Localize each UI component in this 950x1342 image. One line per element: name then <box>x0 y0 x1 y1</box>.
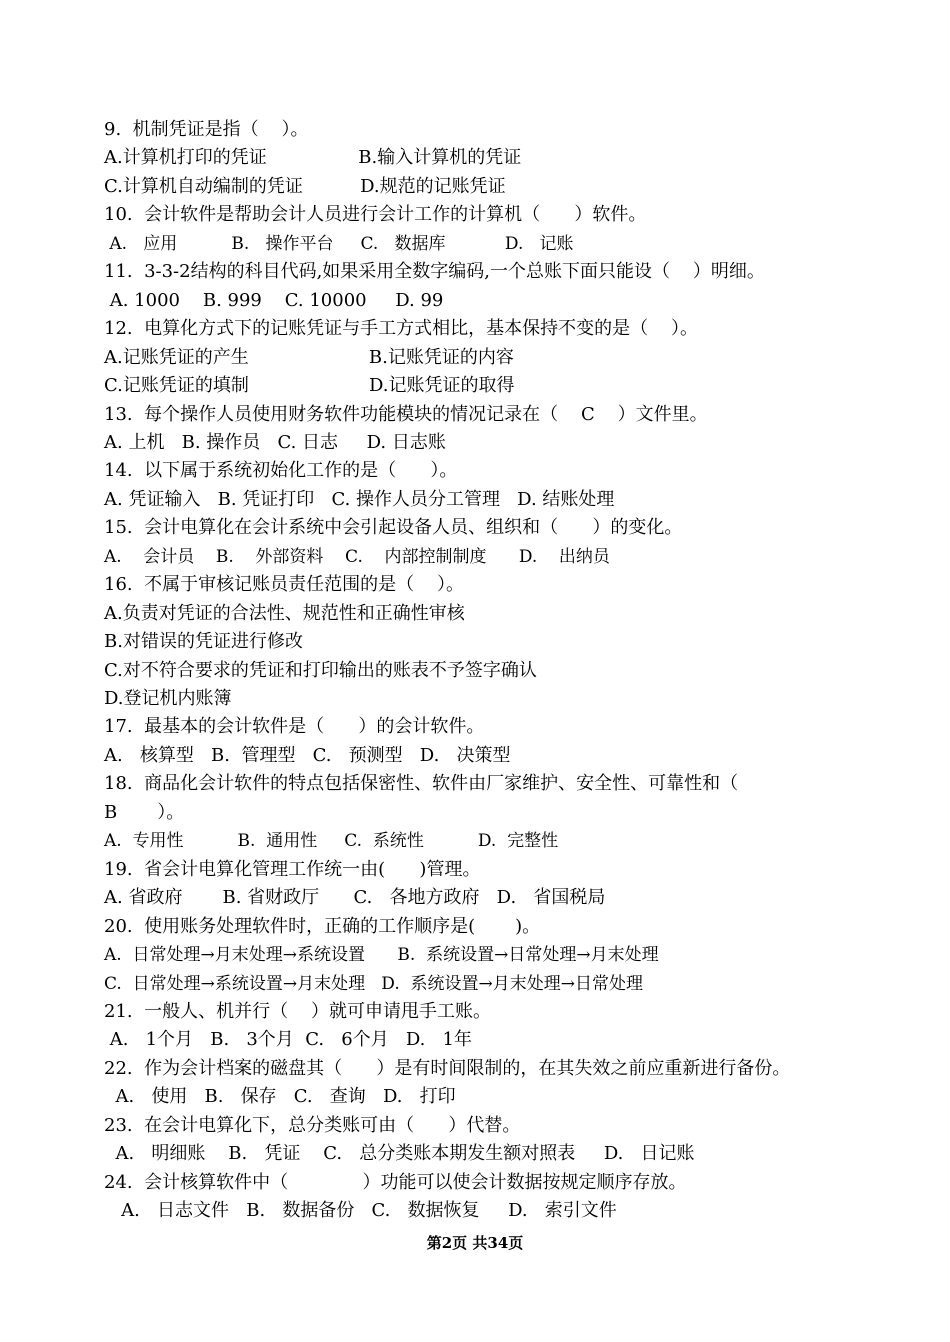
text-line: A. 凭证输入 B. 凭证打印 C. 操作人员分工管理 D. 结账处理 <box>104 488 615 510</box>
text-line: A.记账凭证的产生 B.记账凭证的内容 <box>104 346 514 368</box>
text-line: B ）。 <box>104 801 185 823</box>
text-line: A. 上机 B. 操作员 C. 日志 D. 日志账 <box>104 431 446 453</box>
text-line: C.对不符合要求的凭证和打印输出的账表不予签字确认 <box>104 659 537 681</box>
text-line: A. 明细账 B. 凭证 C. 总分类账本期发生额对照表 D. 日记账 <box>104 1143 695 1165</box>
text-line: C. 日常处理→系统设置→月末处理 D. 系统设置→月末处理→日常处理 <box>104 973 644 994</box>
text-line: 21. 一般人、机并行（ ）就可申请甩手工账。 <box>104 1000 491 1022</box>
text-line: D.登记机内账簿 <box>104 688 232 709</box>
text-line: 24. 会计核算软件中（ ）功能可以使会计数据按规定顺序存放。 <box>104 1171 687 1193</box>
text-line: 16. 不属于审核记账员责任范围的是（ ）。 <box>104 574 464 596</box>
text-line: A. 日志文件 B. 数据备份 C. 数据恢复 D. 索引文件 <box>104 1200 617 1222</box>
text-line: A. 会计员 B. 外部资料 C. 内部控制制度 D. 出纳员 <box>104 546 610 567</box>
text-line: 9. 机制凭证是指（ ）。 <box>104 119 309 140</box>
text-line: 19. 省会计电算化管理工作统一由( )管理。 <box>104 858 481 880</box>
text-line: 23. 在会计电算化下，总分类账可由（ ）代替。 <box>104 1114 521 1136</box>
text-line: 15. 会计电算化在会计系统中会引起设备人员、组织和（ ）的变化。 <box>104 517 683 539</box>
text-line: C.计算机自动编制的凭证 D.规范的记账凭证 <box>104 175 506 197</box>
text-line: A. 1个月 B. 3个月 C. 6个月 D. 1年 <box>104 1029 472 1051</box>
text-line: 10. 会计软件是帮助会计人员进行会计工作的计算机（ ）软件。 <box>104 204 647 226</box>
text-line: A. 省政府 B. 省财政厅 C. 各地方政府 D. 省国税局 <box>104 887 606 909</box>
text-line: 14. 以下属于系统初始化工作的是（ ）。 <box>104 460 458 482</box>
text-line: 12. 电算化方式下的记账凭证与手工方式相比，基本保持不变的是（ ）。 <box>104 318 698 340</box>
text-line: A. 核算型 B. 管理型 C. 预测型 D. 决策型 <box>104 744 511 766</box>
text-line: 13. 每个操作人员使用财务软件功能模块的情况记录在（ C ）文件里。 <box>104 403 708 425</box>
text-line: A. 使用 B. 保存 C. 查询 D. 打印 <box>104 1086 456 1108</box>
text-line: A.计算机打印的凭证 B.输入计算机的凭证 <box>104 147 522 169</box>
text-line: A. 日常处理→月末处理→系统设置 B. 系统设置→日常处理→月末处理 <box>104 945 659 966</box>
text-line: 22. 作为会计档案的磁盘其（ ）是有时间限制的，在其失效之前应重新进行备份。 <box>104 1057 791 1079</box>
text-line: A.负责对凭证的合法性、规范性和正确性审核 <box>104 602 465 624</box>
page-footer: 第2页 共34页 <box>426 1234 524 1252</box>
text-line: 20. 使用账务处理软件时，正确的工作顺序是( )。 <box>104 915 541 937</box>
text-line: A. 1000 B. 999 C. 10000 D. 99 <box>104 289 444 311</box>
text-line: A. 应用 B. 操作平台 C. 数据库 D. 记账 <box>104 233 574 254</box>
text-line: A. 专用性 B. 通用性 C. 系统性 D. 完整性 <box>104 831 559 852</box>
text-line: 18. 商品化会计软件的特点包括保密性、软件由厂家维护、安全性、可靠性和（ <box>104 773 739 795</box>
text-line: C.记账凭证的填制 D.记账凭证的取得 <box>104 375 515 397</box>
text-line: 17. 最基本的会计软件是（ ）的会计软件。 <box>104 716 485 738</box>
text-line: B.对错误的凭证进行修改 <box>104 631 303 653</box>
text-line: 11. 3-3-2结构的科目代码,如果采用全数字编码,一个总账下面只能设（ ）明细。 <box>104 261 765 283</box>
